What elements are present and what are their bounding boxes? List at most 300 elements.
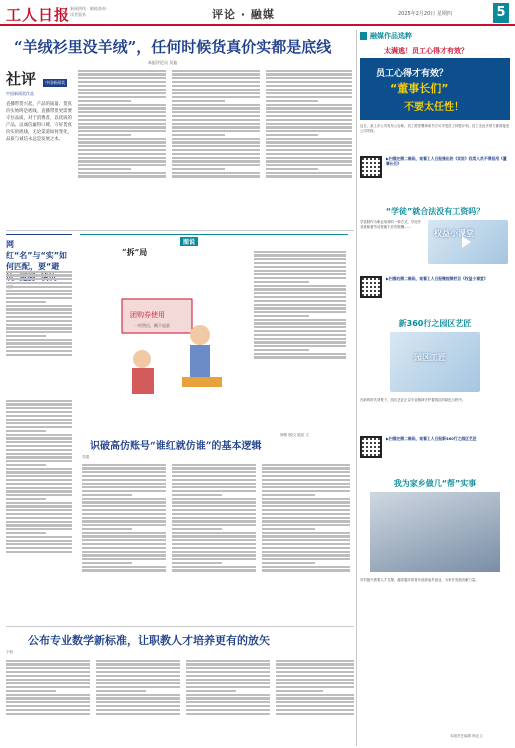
text-line-placeholder [82, 520, 166, 522]
qr-code-icon[interactable] [360, 156, 382, 178]
text-filler [266, 70, 352, 178]
text-line-placeholder [82, 501, 166, 503]
text-line-placeholder [254, 307, 346, 309]
text-line-placeholder [266, 96, 352, 98]
cartoon-banner-text: 团购券使用 [130, 311, 165, 319]
text-line-placeholder [276, 701, 354, 703]
article-2-author: 苏娟 [82, 455, 89, 459]
text-line-placeholder [276, 705, 354, 707]
text-line-placeholder [262, 483, 350, 485]
issue-date: 2025年2月20日 星期四 [398, 11, 452, 17]
article-3-column-1 [6, 658, 90, 744]
text-line-placeholder [254, 270, 346, 272]
text-line-placeholder [78, 130, 166, 132]
text-line-placeholder [262, 490, 350, 492]
text-line-placeholder [266, 81, 352, 83]
text-line-placeholder [266, 111, 352, 113]
text-line-placeholder [262, 558, 350, 560]
text-line-placeholder [96, 667, 180, 669]
text-line-placeholder [186, 671, 270, 673]
text-line-placeholder [262, 498, 350, 500]
text-line-placeholder [6, 426, 72, 428]
text-line-placeholder [96, 686, 180, 688]
text-line-placeholder [172, 73, 260, 75]
text-line-placeholder [6, 449, 72, 451]
text-line-placeholder [172, 528, 222, 530]
article-2-column-1 [82, 462, 166, 622]
text-line-placeholder [6, 456, 72, 458]
text-line-placeholder [172, 119, 260, 121]
text-line-placeholder [6, 430, 46, 432]
text-line-placeholder [6, 400, 72, 402]
text-line-placeholder [6, 498, 46, 500]
text-line-placeholder [266, 141, 352, 143]
text-line-placeholder [262, 464, 350, 466]
section-name: 评论 · 融媒 [212, 8, 275, 21]
text-line-placeholder [266, 164, 352, 166]
text-line-placeholder [82, 494, 132, 496]
text-line-placeholder [172, 130, 260, 132]
text-line-placeholder [78, 85, 166, 87]
text-line-placeholder [172, 77, 260, 79]
media-pick-1-banner [360, 58, 510, 120]
text-line-placeholder [6, 327, 72, 329]
text-line-placeholder [172, 498, 256, 500]
text-line-placeholder [78, 119, 166, 121]
text-line-placeholder [78, 141, 166, 143]
text-line-placeholder [186, 675, 270, 677]
text-line-placeholder [254, 338, 346, 340]
text-line-placeholder [6, 411, 72, 413]
text-line-placeholder [6, 278, 72, 280]
text-line-placeholder [254, 277, 346, 279]
banner-line-3: 不要太任性！ [404, 102, 464, 113]
text-line-placeholder [6, 690, 56, 692]
text-line-placeholder [6, 453, 72, 455]
text-line-placeholder [254, 300, 346, 302]
text-line-placeholder [262, 562, 315, 564]
text-line-placeholder [6, 479, 72, 481]
text-line-placeholder [6, 528, 72, 530]
editorial-summary: 直播带货兴起，产品的质量、货真价实始终是底线，直播带货更需要守住品质，对于消费者，以优质的产品、以诚信赢得口碑，守好货真价实的底线，无论渠道如何变化，品质与诚信永远是发展之本。 [6, 102, 72, 142]
text-line-placeholder [6, 502, 72, 504]
text-line-placeholder [172, 566, 256, 568]
text-line-placeholder [254, 345, 346, 347]
text-line-placeholder [78, 100, 131, 102]
text-line-placeholder [6, 415, 72, 417]
text-line-placeholder [6, 675, 90, 677]
text-line-placeholder [6, 437, 72, 439]
text-line-placeholder [82, 532, 166, 534]
text-line-placeholder [172, 134, 225, 136]
text-line-placeholder [172, 490, 256, 492]
text-line-placeholder [262, 513, 350, 515]
media-picks-column [360, 30, 510, 746]
text-line-placeholder [172, 145, 260, 147]
text-line-placeholder [172, 104, 260, 106]
text-line-placeholder [6, 293, 72, 295]
text-line-placeholder [186, 694, 270, 696]
text-line-placeholder [6, 660, 90, 662]
banner-line-2: “董事长们” [390, 82, 449, 95]
text-line-placeholder [78, 104, 166, 106]
text-line-placeholder [262, 517, 350, 519]
text-line-placeholder [6, 494, 72, 496]
text-line-placeholder [186, 713, 270, 715]
text-line-placeholder [276, 675, 354, 677]
media-pick-1-link[interactable]: ▶扫描左侧二维码，观看工人日报推出的《实说》四类人员不得招用《董事长们》 [386, 156, 507, 167]
divider [6, 626, 354, 627]
column-divider [356, 30, 357, 746]
cartoon-author: 徐骏 图/文 陆佳 文 [280, 433, 310, 437]
text-line-placeholder [78, 175, 166, 177]
logo-subtitle: 新闻热线 · 邮箱查询 · 读者服务 [70, 6, 109, 17]
text-line-placeholder [172, 96, 260, 98]
media-pick-3-link[interactable]: ▶扫描左侧二维码，观看工人日报新360行之园区艺匠 [386, 436, 477, 441]
text-line-placeholder [254, 319, 346, 321]
main-article-column-3 [266, 68, 352, 228]
text-line-placeholder [172, 126, 260, 128]
text-line-placeholder [186, 690, 236, 692]
text-line-placeholder [82, 562, 132, 564]
cartoon-commentary [254, 249, 346, 409]
text-line-placeholder [172, 479, 256, 481]
media-picks-header-text: 融媒作品选粹 [370, 32, 412, 40]
page-editor-credit: 本版责任编辑 韩业文 [450, 734, 483, 738]
text-line-placeholder [172, 520, 256, 522]
text-line-placeholder [6, 475, 72, 477]
media-picks-header [360, 30, 510, 42]
qr-code-icon[interactable] [360, 436, 382, 458]
text-line-placeholder [266, 138, 352, 140]
text-line-placeholder [6, 419, 72, 421]
text-line-placeholder [6, 551, 72, 553]
text-line-placeholder [6, 342, 72, 344]
text-line-placeholder [6, 403, 72, 405]
text-line-placeholder [78, 145, 166, 147]
text-line-placeholder [82, 475, 166, 477]
text-line-placeholder [82, 543, 166, 545]
text-line-placeholder [82, 464, 166, 466]
text-line-placeholder [82, 547, 166, 549]
text-line-placeholder [82, 513, 166, 515]
text-line-placeholder [6, 490, 72, 492]
text-line-placeholder [172, 70, 260, 72]
article-3-column-4 [276, 658, 354, 744]
text-line-placeholder [254, 251, 346, 253]
text-line-placeholder [172, 517, 256, 519]
text-line-placeholder [78, 172, 166, 174]
text-line-placeholder [254, 266, 346, 268]
text-line-placeholder [186, 705, 270, 707]
text-filler [254, 251, 346, 359]
text-line-placeholder [266, 119, 352, 121]
editorial-label: 社评 [6, 70, 37, 88]
text-line-placeholder [172, 475, 256, 477]
text-line-placeholder [254, 292, 346, 294]
text-line-placeholder [276, 679, 354, 681]
text-line-placeholder [254, 258, 346, 260]
text-line-placeholder [6, 509, 72, 511]
text-line-placeholder [254, 353, 346, 355]
text-line-placeholder [262, 486, 350, 488]
sidebar-article-body-continued [6, 398, 72, 620]
text-line-placeholder [262, 547, 350, 549]
media-pick-3-text: 在新的时代背景下，园区艺匠正以专业精神守护着园区的绿色与秩序。 [360, 398, 466, 402]
text-line-placeholder [276, 660, 354, 662]
text-line-placeholder [82, 498, 166, 500]
text-line-placeholder [96, 690, 146, 692]
text-line-placeholder [6, 521, 72, 523]
text-line-placeholder [266, 168, 318, 170]
video-title: 园区工匠 [414, 353, 446, 362]
text-line-placeholder [6, 487, 72, 489]
text-line-placeholder [262, 543, 350, 545]
text-line-placeholder [262, 551, 350, 553]
text-line-placeholder [254, 262, 346, 264]
text-line-placeholder [172, 494, 222, 496]
text-line-placeholder [78, 123, 166, 125]
text-line-placeholder [186, 660, 270, 662]
text-line-placeholder [172, 168, 225, 170]
text-filler [82, 464, 166, 572]
text-line-placeholder [172, 486, 256, 488]
masthead [0, 0, 515, 26]
text-line-placeholder [6, 513, 72, 515]
text-line-placeholder [6, 543, 72, 545]
text-line-placeholder [96, 709, 180, 711]
text-line-placeholder [262, 566, 350, 568]
text-line-placeholder [6, 335, 46, 337]
text-line-placeholder [172, 471, 256, 473]
text-line-placeholder [82, 551, 166, 553]
text-line-placeholder [262, 524, 350, 526]
text-line-placeholder [6, 713, 90, 715]
text-line-placeholder [6, 701, 90, 703]
text-line-placeholder [6, 316, 72, 318]
text-line-placeholder [172, 100, 225, 102]
text-line-placeholder [82, 471, 166, 473]
editorial-subtitle: 中国新闻奖作品 [6, 91, 34, 96]
text-line-placeholder [6, 354, 72, 356]
text-line-placeholder [266, 130, 352, 132]
text-line-placeholder [262, 505, 350, 507]
text-line-placeholder [254, 334, 346, 336]
text-line-placeholder [96, 705, 180, 707]
text-line-placeholder [186, 686, 270, 688]
cartoon-title: “拆”局 [122, 247, 148, 257]
text-line-placeholder [6, 271, 72, 273]
text-line-placeholder [6, 694, 90, 696]
text-line-placeholder [82, 479, 166, 481]
text-line-placeholder [172, 539, 256, 541]
text-line-placeholder [262, 569, 350, 571]
text-line-placeholder [254, 304, 346, 306]
text-line-placeholder [262, 532, 350, 534]
text-line-placeholder [172, 107, 260, 109]
text-line-placeholder [6, 282, 72, 284]
text-line-placeholder [172, 535, 256, 537]
text-line-placeholder [78, 149, 166, 151]
text-line-placeholder [172, 85, 260, 87]
media-pick-3-video[interactable] [390, 332, 480, 392]
text-line-placeholder [172, 554, 256, 556]
text-line-placeholder [172, 483, 256, 485]
text-line-placeholder [82, 467, 166, 469]
article-3-author: 于帆 [6, 650, 13, 654]
article-3-column-2 [96, 658, 180, 744]
text-line-placeholder [254, 326, 346, 328]
main-article-column-1 [78, 68, 166, 228]
text-line-placeholder [78, 168, 131, 170]
text-line-placeholder [266, 134, 318, 136]
text-line-placeholder [266, 104, 352, 106]
main-headline: “羊绒衫里没羊绒”，任何时候货真价实都是底线 [14, 38, 332, 56]
text-line-placeholder [186, 709, 270, 711]
text-line-placeholder [254, 341, 346, 343]
text-line-placeholder [186, 701, 270, 703]
text-line-placeholder [6, 290, 72, 292]
play-icon[interactable] [462, 236, 471, 248]
text-line-placeholder [82, 486, 166, 488]
cartoon-image [82, 247, 244, 407]
text-line-placeholder [6, 679, 90, 681]
text-line-placeholder [6, 445, 72, 447]
text-line-placeholder [254, 330, 346, 332]
text-line-placeholder [78, 134, 131, 136]
text-line-placeholder [6, 524, 72, 526]
text-line-placeholder [276, 663, 354, 665]
section-marker-icon [360, 32, 367, 40]
text-line-placeholder [262, 539, 350, 541]
text-line-placeholder [96, 679, 180, 681]
text-line-placeholder [82, 517, 166, 519]
text-filler [186, 660, 270, 715]
text-line-placeholder [276, 694, 354, 696]
text-line-placeholder [6, 297, 72, 299]
text-line-placeholder [172, 172, 260, 174]
text-filler [262, 464, 350, 572]
cartoon-section-label: 图说 [180, 237, 198, 246]
text-line-placeholder [6, 540, 72, 542]
text-line-placeholder [172, 569, 256, 571]
text-filler [276, 660, 354, 715]
text-line-placeholder [262, 528, 315, 530]
text-line-placeholder [172, 524, 256, 526]
text-line-placeholder [266, 92, 352, 94]
text-line-placeholder [6, 331, 72, 333]
text-line-placeholder [78, 107, 166, 109]
text-line-placeholder [172, 89, 260, 91]
text-line-placeholder [172, 505, 256, 507]
text-line-placeholder [276, 682, 354, 684]
page-number-badge: 5 [493, 3, 509, 23]
text-line-placeholder [262, 475, 350, 477]
text-line-placeholder [172, 149, 260, 151]
text-line-placeholder [6, 434, 72, 436]
text-line-placeholder [266, 149, 352, 151]
text-line-placeholder [6, 460, 72, 462]
text-line-placeholder [172, 153, 260, 155]
text-line-placeholder [78, 115, 166, 117]
text-line-placeholder [266, 115, 352, 117]
text-line-placeholder [186, 667, 270, 669]
text-line-placeholder [266, 160, 352, 162]
text-line-placeholder [172, 157, 260, 159]
text-line-placeholder [254, 296, 346, 298]
text-line-placeholder [96, 713, 180, 715]
text-line-placeholder [172, 464, 256, 466]
text-line-placeholder [6, 308, 72, 310]
text-line-placeholder [78, 70, 166, 72]
text-line-placeholder [6, 350, 72, 352]
text-line-placeholder [78, 89, 166, 91]
text-line-placeholder [6, 547, 72, 549]
text-line-placeholder [78, 126, 166, 128]
text-line-placeholder [96, 694, 180, 696]
text-line-placeholder [266, 126, 352, 128]
text-line-placeholder [82, 554, 166, 556]
cartoon-illustration [82, 259, 244, 409]
text-line-placeholder [96, 675, 180, 677]
text-line-placeholder [96, 682, 180, 684]
text-line-placeholder [254, 315, 309, 317]
text-line-placeholder [262, 479, 350, 481]
text-line-placeholder [172, 111, 260, 113]
text-filler [6, 400, 72, 553]
media-pick-4-title: 我为家乡做几“帮”实事 [393, 479, 477, 488]
text-line-placeholder [6, 697, 90, 699]
text-line-placeholder [186, 697, 270, 699]
text-line-placeholder [172, 509, 256, 511]
text-line-placeholder [82, 558, 166, 560]
text-line-placeholder [266, 153, 352, 155]
text-line-placeholder [254, 281, 309, 283]
text-line-placeholder [172, 562, 222, 564]
media-pick-2-video[interactable] [428, 220, 508, 264]
text-line-placeholder [6, 324, 72, 326]
qr-code-icon[interactable] [360, 276, 382, 298]
media-pick-4-photo [370, 492, 500, 572]
text-line-placeholder [266, 157, 352, 159]
text-line-placeholder [96, 671, 180, 673]
text-line-placeholder [78, 160, 166, 162]
text-line-placeholder [262, 554, 350, 556]
media-pick-2-link[interactable]: ▶扫描右侧二维码，观看工人日报微视频栏目《权益小课堂》 [386, 276, 488, 281]
text-line-placeholder [262, 494, 315, 496]
text-line-placeholder [6, 422, 72, 424]
text-line-placeholder [262, 467, 350, 469]
text-line-placeholder [82, 490, 166, 492]
article-3-title: 公布专业数学新标准，让职教人才培养更有的放矢 [28, 634, 270, 647]
text-line-placeholder [172, 164, 260, 166]
sidebar-article-title: 网红“名”与“实”如何匹配，要“避 [6, 240, 68, 271]
cartoon-sign-text: 一经售出，概不退款 [134, 323, 170, 328]
text-line-placeholder [262, 535, 350, 537]
text-filler [172, 70, 260, 178]
text-line-placeholder [6, 407, 72, 409]
text-line-placeholder [172, 123, 260, 125]
text-line-placeholder [254, 349, 309, 351]
text-line-placeholder [276, 697, 354, 699]
text-line-placeholder [6, 667, 90, 669]
article-2-column-3 [262, 462, 350, 622]
text-line-placeholder [254, 311, 346, 313]
text-line-placeholder [172, 513, 256, 515]
text-line-placeholder [78, 153, 166, 155]
text-line-placeholder [254, 322, 346, 324]
text-line-placeholder [6, 686, 90, 688]
